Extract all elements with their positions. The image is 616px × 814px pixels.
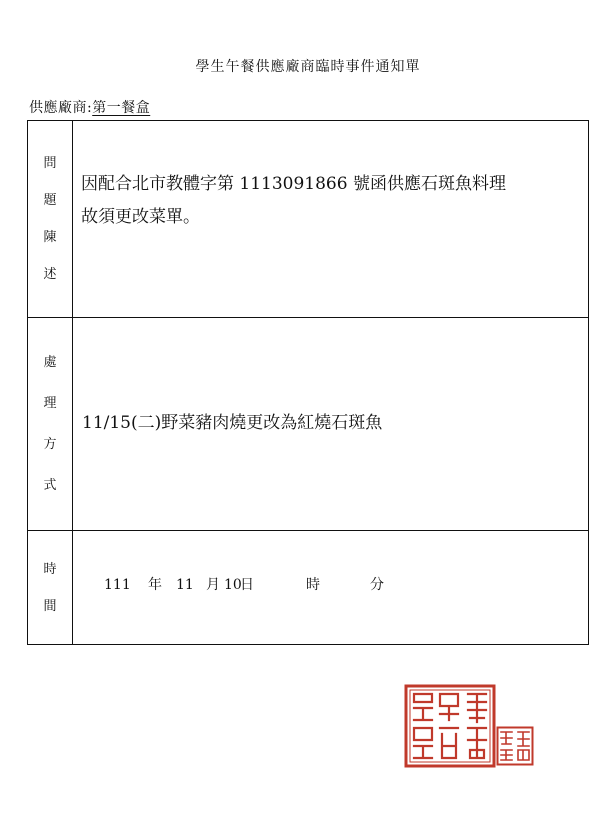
- supplier-name: 第一餐盒: [92, 100, 151, 116]
- time-day-value: 10: [224, 576, 242, 593]
- time-label-char: 間: [43, 598, 57, 614]
- time-content-cell: [73, 531, 589, 645]
- method-label-cell: [28, 318, 73, 531]
- time-row: [28, 531, 589, 645]
- method-label: [28, 342, 72, 506]
- notice-form-table: [27, 120, 589, 645]
- time-label-char: 時: [43, 561, 57, 577]
- time-day-unit: 日: [240, 576, 254, 593]
- method-label-char: 方: [43, 437, 57, 452]
- time-hour-unit: 時: [306, 576, 320, 593]
- method-content-cell: [73, 318, 589, 531]
- time-label-cell: [28, 531, 73, 645]
- personal-seal: [496, 726, 534, 766]
- problem-label-char: 述: [43, 267, 57, 282]
- problem-label: [28, 145, 72, 293]
- problem-label-cell: [28, 121, 73, 318]
- problem-label-char: 問: [43, 156, 57, 171]
- document-title: 學生午餐供應廠商臨時事件通知單: [195, 59, 421, 75]
- method-text: 11/15(二)野菜豬肉燒更改為紅燒石斑魚: [82, 412, 383, 433]
- time-year-unit: 年: [148, 576, 162, 593]
- time-month-unit: 月: [206, 576, 220, 593]
- method-label-char: 處: [43, 355, 57, 370]
- method-label-char: 理: [43, 396, 57, 411]
- problem-text: [73, 121, 588, 234]
- time-line: [73, 574, 588, 602]
- problem-content-cell: [73, 121, 589, 318]
- company-seal: [404, 684, 496, 768]
- time-year-value: 111: [104, 576, 131, 593]
- problem-line: 故須更改菜單。: [81, 207, 200, 227]
- method-row: [28, 318, 589, 531]
- time-month-value: 11: [176, 576, 194, 593]
- problem-line: 因配合北市教體字第 1113091866 號函供應石斑魚料理: [81, 174, 506, 194]
- supplier-line: [29, 97, 150, 117]
- problem-label-char: 陳: [43, 230, 57, 245]
- problem-row: [28, 121, 589, 318]
- time-minute-unit: 分: [370, 576, 384, 593]
- method-label-char: 式: [43, 478, 57, 493]
- supplier-label: 供應廠商:: [29, 100, 93, 116]
- time-label: [28, 551, 72, 625]
- problem-label-char: 題: [43, 193, 57, 208]
